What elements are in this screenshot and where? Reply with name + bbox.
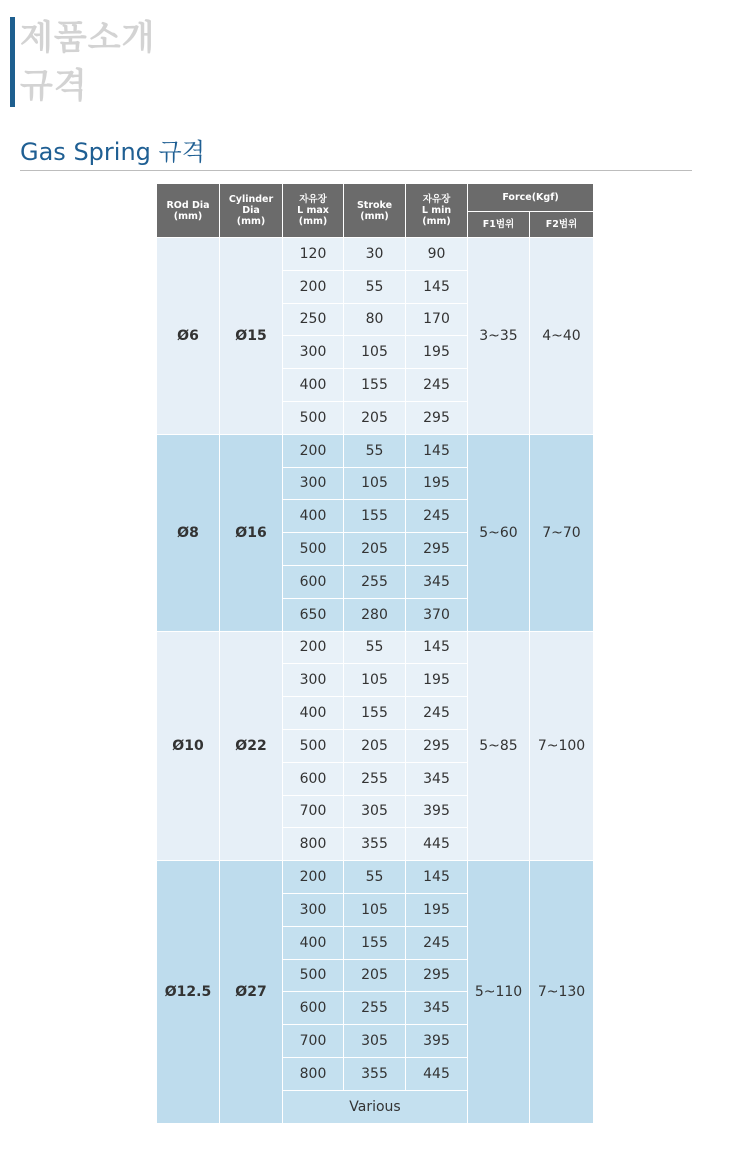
l-max-cell: 250: [283, 303, 344, 336]
header-l-min-sub: L min: [421, 205, 452, 216]
l-max-cell: 600: [283, 762, 344, 795]
l-min-cell: 195: [406, 893, 468, 926]
stroke-cell: 55: [344, 861, 406, 894]
stroke-cell: 155: [344, 500, 406, 533]
stroke-cell: 55: [344, 434, 406, 467]
stroke-cell: 105: [344, 336, 406, 369]
stroke-cell: 105: [344, 893, 406, 926]
spec-table: [156, 183, 594, 1124]
f2-range-cell: 7~100: [530, 631, 594, 861]
stroke-cell: 280: [344, 598, 406, 631]
stroke-cell: 55: [344, 631, 406, 664]
l-max-cell: 120: [283, 238, 344, 271]
l-max-cell: 700: [283, 1025, 344, 1058]
heading-accent-bar: [10, 17, 15, 107]
f2-range-cell: 4~40: [530, 238, 594, 435]
l-max-cell: 300: [283, 336, 344, 369]
stroke-cell: 255: [344, 762, 406, 795]
l-min-cell: 295: [406, 959, 468, 992]
rod-dia-cell: Ø12.5: [157, 861, 220, 1123]
l-min-cell: 195: [406, 467, 468, 500]
stroke-cell: 80: [344, 303, 406, 336]
f1-range-cell: 5~110: [468, 861, 530, 1123]
stroke-cell: 205: [344, 959, 406, 992]
l-max-cell: 700: [283, 795, 344, 828]
l-min-cell: 345: [406, 565, 468, 598]
l-min-cell: 445: [406, 828, 468, 861]
header-l-max: [283, 184, 344, 238]
l-min-cell: 245: [406, 926, 468, 959]
stroke-cell: 305: [344, 795, 406, 828]
cylinder-dia-cell: Ø15: [220, 238, 283, 435]
l-max-cell: 300: [283, 664, 344, 697]
l-max-cell: 500: [283, 533, 344, 566]
l-min-cell: 245: [406, 697, 468, 730]
l-min-cell: 295: [406, 401, 468, 434]
header-l-max-sub: L max: [297, 205, 329, 216]
l-min-cell: 370: [406, 598, 468, 631]
stroke-cell: 205: [344, 729, 406, 762]
l-max-cell: 800: [283, 1057, 344, 1090]
l-max-cell: 300: [283, 467, 344, 500]
header-l-max-label: 자유장: [299, 194, 327, 205]
stroke-cell: 105: [344, 664, 406, 697]
stroke-cell: 205: [344, 533, 406, 566]
l-min-cell: 195: [406, 336, 468, 369]
header-f1: F1범위: [468, 212, 530, 238]
l-min-cell: 245: [406, 369, 468, 402]
l-min-cell: 345: [406, 762, 468, 795]
l-max-cell: 200: [283, 631, 344, 664]
cylinder-dia-cell: Ø27: [220, 861, 283, 1123]
stroke-cell: 255: [344, 992, 406, 1025]
l-max-cell: 600: [283, 565, 344, 598]
l-max-cell: 500: [283, 729, 344, 762]
l-max-cell: 200: [283, 434, 344, 467]
header-cylinder-dia-unit: (mm): [236, 216, 266, 227]
l-max-cell: 800: [283, 828, 344, 861]
table-row: [157, 631, 594, 664]
stroke-cell: 155: [344, 926, 406, 959]
stroke-cell: 355: [344, 1057, 406, 1090]
stroke-cell: 255: [344, 565, 406, 598]
l-min-cell: 395: [406, 795, 468, 828]
page-subheading: 규격: [20, 66, 88, 106]
l-max-cell: 400: [283, 500, 344, 533]
table-row: [157, 861, 594, 894]
stroke-cell: 155: [344, 697, 406, 730]
header-rod-dia: [157, 184, 220, 238]
f2-range-cell: 7~130: [530, 861, 594, 1123]
l-min-cell: 445: [406, 1057, 468, 1090]
l-min-cell: 170: [406, 303, 468, 336]
l-min-cell: 245: [406, 500, 468, 533]
l-min-cell: 145: [406, 270, 468, 303]
l-min-cell: 295: [406, 729, 468, 762]
l-max-cell: 400: [283, 369, 344, 402]
l-min-cell: 295: [406, 533, 468, 566]
section-divider: [20, 170, 692, 171]
l-max-cell: 500: [283, 959, 344, 992]
stroke-cell: 305: [344, 1025, 406, 1058]
cylinder-dia-cell: Ø22: [220, 631, 283, 861]
header-f2: F2범위: [530, 212, 594, 238]
header-stroke: [344, 184, 406, 238]
various-note-cell: Various: [283, 1090, 468, 1123]
rod-dia-cell: Ø8: [157, 434, 220, 631]
f1-range-cell: 5~85: [468, 631, 530, 861]
cylinder-dia-cell: Ø16: [220, 434, 283, 631]
spec-table-body: [157, 238, 594, 1124]
stroke-cell: 155: [344, 369, 406, 402]
header-l-min-unit: (mm): [422, 216, 451, 227]
l-min-cell: 395: [406, 1025, 468, 1058]
l-max-cell: 300: [283, 893, 344, 926]
l-max-cell: 200: [283, 270, 344, 303]
f1-range-cell: 5~60: [468, 434, 530, 631]
l-max-cell: 400: [283, 926, 344, 959]
l-min-cell: 145: [406, 861, 468, 894]
header-force: Force(Kgf): [468, 184, 594, 212]
header-stroke-unit: (mm): [360, 210, 389, 222]
l-max-cell: 400: [283, 697, 344, 730]
header-rod-dia-label: ROd Dia: [166, 199, 210, 211]
header-cylinder-dia-label: Cylinder Dia: [228, 194, 274, 216]
l-min-cell: 90: [406, 238, 468, 271]
header-stroke-label: Stroke: [356, 199, 393, 211]
l-min-cell: 145: [406, 631, 468, 664]
stroke-cell: 30: [344, 238, 406, 271]
l-max-cell: 200: [283, 861, 344, 894]
section-title: Gas Spring 규격: [20, 138, 205, 166]
table-row: [157, 238, 594, 271]
stroke-cell: 355: [344, 828, 406, 861]
l-min-cell: 195: [406, 664, 468, 697]
stroke-cell: 205: [344, 401, 406, 434]
l-min-cell: 145: [406, 434, 468, 467]
l-min-cell: 345: [406, 992, 468, 1025]
page-heading: 제품소개: [20, 18, 156, 58]
f2-range-cell: 7~70: [530, 434, 594, 631]
rod-dia-cell: Ø10: [157, 631, 220, 861]
header-rod-dia-unit: (mm): [173, 210, 203, 222]
header-cylinder-dia: [220, 184, 283, 238]
stroke-cell: 55: [344, 270, 406, 303]
header-l-min: [406, 184, 468, 238]
stroke-cell: 105: [344, 467, 406, 500]
l-max-cell: 500: [283, 401, 344, 434]
l-max-cell: 600: [283, 992, 344, 1025]
header-l-min-label: 자유장: [422, 194, 451, 205]
l-max-cell: 650: [283, 598, 344, 631]
rod-dia-cell: Ø6: [157, 238, 220, 435]
table-row: [157, 434, 594, 467]
f1-range-cell: 3~35: [468, 238, 530, 435]
header-l-max-unit: (mm): [298, 216, 328, 227]
